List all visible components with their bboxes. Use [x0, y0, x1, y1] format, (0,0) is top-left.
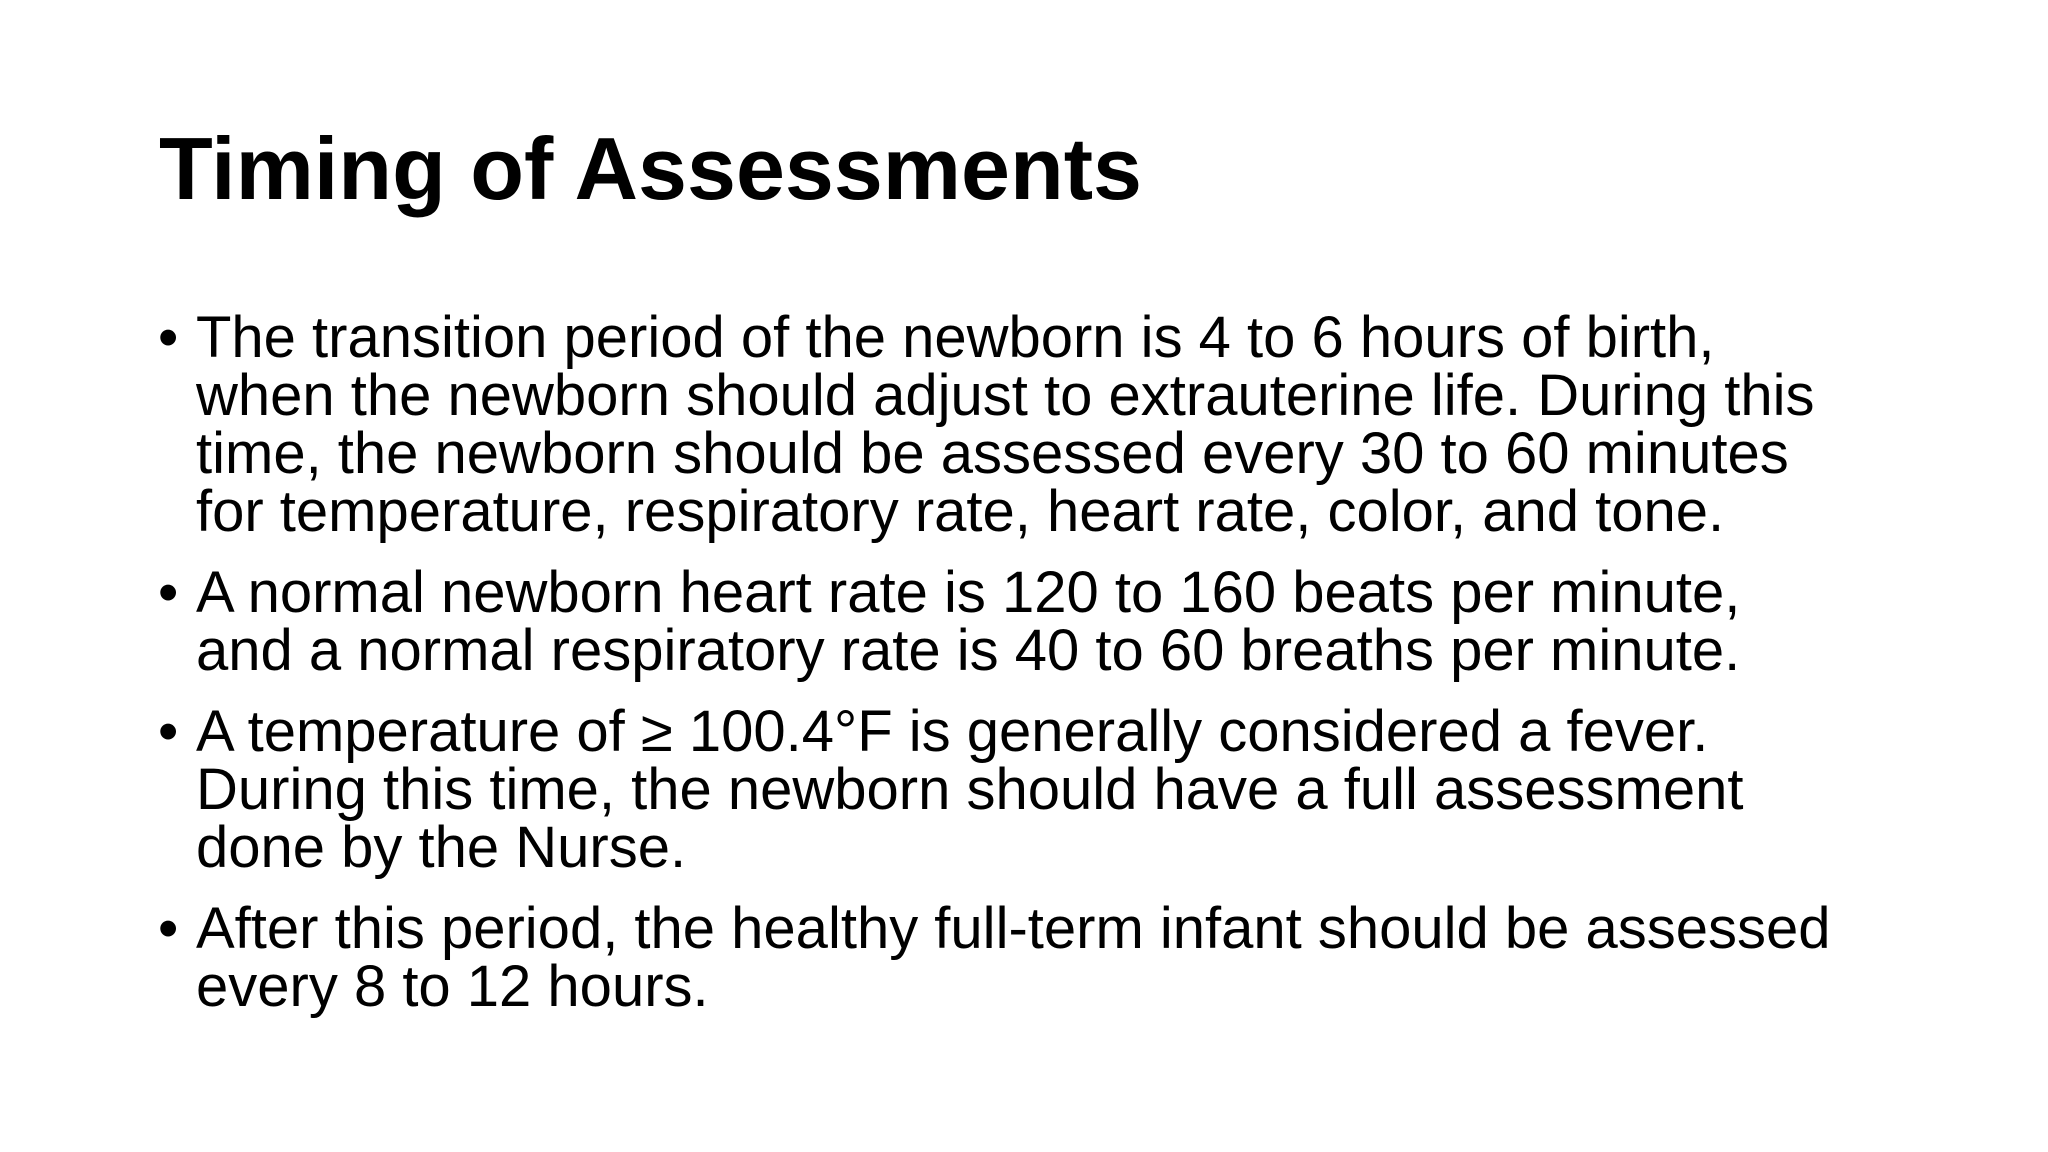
bullet-item	[158, 305, 1918, 544]
bullet-line: every 8 to 12 hours.	[196, 954, 709, 1019]
bullet-line: After this period, the healthy full-term infant should be assessed	[196, 896, 1831, 961]
bullet-marker: •	[158, 305, 179, 370]
bullet-line: A temperature of ≥ 100.4°F is generally considered a fever.	[196, 699, 1709, 764]
bullet-line: A normal newborn heart rate is 120 to 160 beats per minute,	[196, 560, 1741, 625]
bullet-marker: •	[158, 896, 179, 961]
bullet-line: During this time, the newborn should have a full assessment	[196, 757, 1744, 822]
bullet-list	[158, 305, 1918, 1039]
bullet-line: for temperature, respiratory rate, heart rate, color, and tone.	[196, 479, 1725, 544]
bullet-marker: •	[158, 560, 179, 625]
bullet-item	[158, 896, 1918, 1019]
bullet-marker: •	[158, 699, 179, 764]
bullet-line: time, the newborn should be assessed every 30 to 60 minutes	[196, 421, 1789, 486]
bullet-line: and a normal respiratory rate is 40 to 60 breaths per minute.	[196, 618, 1741, 683]
bullet-item	[158, 560, 1918, 683]
bullet-line: when the newborn should adjust to extrauterine life. During this	[196, 363, 1815, 428]
slide-title: Timing of Assessments	[159, 119, 1142, 218]
bullet-line: The transition period of the newborn is 4 to 6 hours of birth,	[196, 305, 1715, 370]
bullet-line: done by the Nurse.	[196, 815, 687, 880]
bullet-item	[158, 699, 1918, 880]
